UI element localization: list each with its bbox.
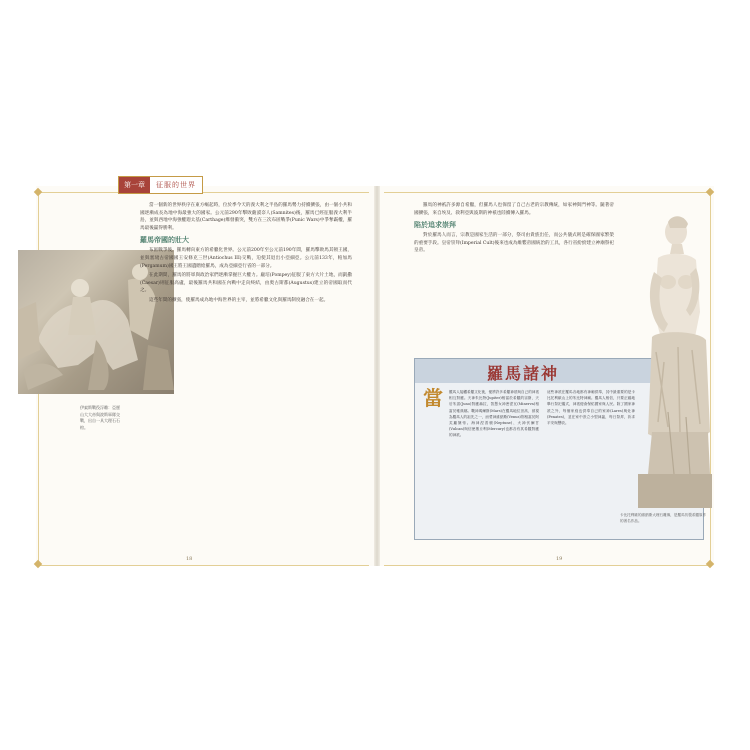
chapter-title: 征服的世界 [156,181,196,189]
sidebar-paragraph: 羅馬人接觸希臘文化後，便將許多希臘神祇與自己的神祇相互對應。天神朱比特(Jupiter)相當於希臘的宙斯，天后朱諾(Juno)對應赫拉，智慧女神密涅瓦(Minerva)相當於雅典娜。戰神瑪爾斯(Mars)在羅馬地位崇高，被視為羅馬人的祖先之一，而愛神維納斯(Venus)則相當於阿芙蘿黛蒂。海神涅普頓(Neptune)、火神伏爾甘(Vulcan)與信使墨丘利(Mercury)也都各有其希臘對應的神祇。 [449,390,539,438]
left-image-caption: 伊索斯戰役浮雕：亞歷山大大帝與波斯軍隊交戰，出自一具大理石石棺。 [80,405,120,430]
sidebar-paragraph: 這些神祇在羅馬各地都有神廟供奉，其中最重要的是卡比托利歐山上的朱比特神廟。羅馬人相信，只要正確地舉行祭祀儀式，神祇便會保佑國家與人民。除了國家神祇之外，每個家庭也供奉自己的家神(Lares)與灶神(Penates)，並在家中設立小型神龕，每日祭拜，祈求平安與豐收。 [547,390,635,426]
drop-cap: 當 [423,386,443,410]
page-number-right: 19 [556,556,563,562]
section-subheading: 羅馬帝國的壯大 [140,235,189,245]
paragraph: 這些年間的擴張，使羅馬成為地中海世界的主宰，並將希臘文化與羅馬制度融合在一起。 [149,297,329,303]
paragraph: 當一個新的世界秩序在東方崛起時，位於季今天的義大利之半島的羅馬勢力持續擴張，由一個小共和國逐漸成長為地中海最強大的國家。公元前290年擊敗薩謨奈人(Samnites)後，羅馬已經征服義大利半島，並與西地中海強權迦太基(Carthage)爆發衝突，雙方在三次布匿戰爭(Punic Wars)中爭奪霸權，羅馬最後贏得勝利。 [140,203,352,231]
right-image-caption: 卡比托利歐的維納斯大理石雕像，是羅馬仿製希臘原作的著名作品。 [620,513,707,523]
venus-statue-image [628,212,712,508]
paragraph: 對於羅馬人而言，宗教是國家生活的一部分，祭司由貴族出任，而公共儀式則是確保國家繁榮的重要手段。皇帝崇拜(Imperial Cult)後來也成為維繫帝國統治的工具，各行省紛紛建立神廟祭祀皇帝。 [414,233,614,254]
sidebar-column-1 [449,389,539,531]
paragraph: 羅馬的神祇許多源自希臘，但羅馬人也保留了自己古老的宗教傳統，如家神與門神等。隨著帝國擴張，來自埃及、敘利亞與波斯的神祇也陸續傳入羅馬。 [414,203,614,216]
chapter-number: 第一章 [119,177,150,193]
left-text-column [140,202,352,548]
page-number-left: 18 [186,556,193,562]
chapter-header [118,176,203,194]
paragraph: 布匿戰爭後，羅馬轉向東方的希臘化世界。公元前200年至公元前190年間，羅馬擊敗馬其頓王國，並與塞琉古帝國國王安條克三世(Antiochus III)交戰，迫使其退出小亞細亞。公元前133年，帕加馬(Pergamum)國王將王國遺贈給羅馬，成為亞細亞行省的一部分。 [140,248,352,269]
book-gutter [374,186,380,566]
sidebar-column-2 [547,389,635,531]
sidebar-title: 羅馬諸神 [487,364,560,383]
right-text-column [414,202,614,352]
paragraph: 在此期間，羅馬的將軍與政治家們逐漸掌握巨大權力。龐培(Pompey)征服了東方大片土地，而凱撒(Caesar)則征服高盧，最後羅馬共和國在內戰中走向終結，由奧古斯都(Augustus)建立的帝國取而代之。 [140,273,352,294]
section-subheading: 陷於追求崇拜 [414,220,456,230]
